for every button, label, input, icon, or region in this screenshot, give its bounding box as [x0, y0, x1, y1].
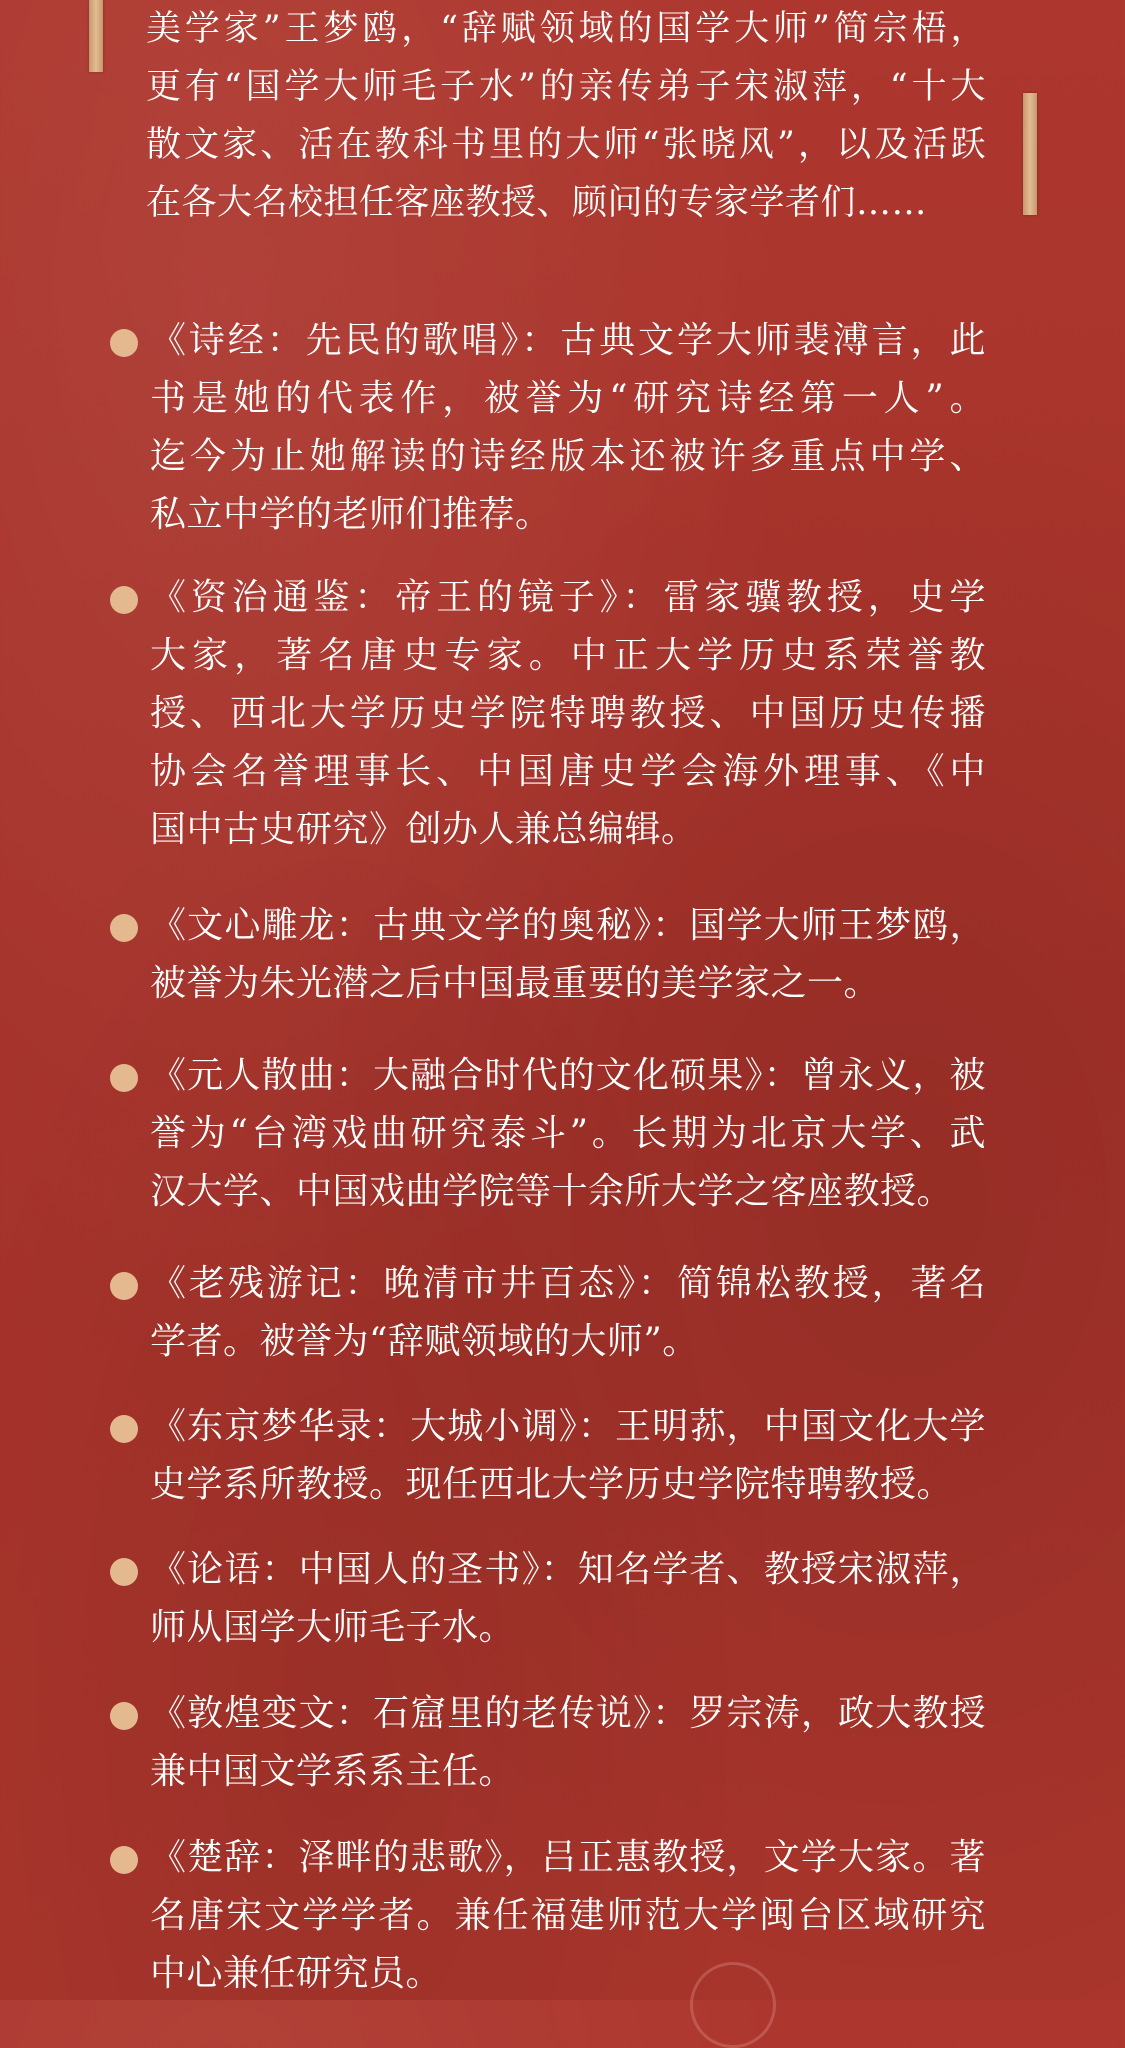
decorative-gold-bar-left [89, 0, 103, 72]
intro-paragraph [146, 0, 986, 232]
bullet-dot-icon [110, 1558, 138, 1586]
entry-line: 学者。被誉为“辞赋领域的大师”。 [150, 1321, 699, 1362]
entry-line: 国中古史研究》创办人兼总编辑。 [150, 809, 698, 850]
entry-line: 兼中国文学系系主任。 [150, 1751, 516, 1792]
entry-line: 名唐宋文学学者。兼任福建师范大学闽台区域研究 [150, 1895, 986, 1936]
intro-line: 美学家”王梦鸥，“辞赋领域的国学大师”简宗梧， [146, 9, 986, 49]
entry-line: 《论语：中国人的圣书》：知名学者、教授宋淑萍， [150, 1549, 986, 1590]
entry-text [150, 1398, 986, 1514]
entry-text [150, 1047, 986, 1221]
entry-text [150, 897, 986, 1013]
entry-line: 中心兼任研究员。 [150, 1953, 443, 1994]
entry-line: 汉大学、中国戏曲学院等十余所大学之客座教授。 [150, 1171, 954, 1212]
entry-text [150, 569, 986, 859]
entry-line: 《文心雕龙：古典文学的奥秘》：国学大师王梦鸥， [150, 905, 986, 946]
entry-line: 《敦煌变文：石窟里的老传说》：罗宗涛，政大教授 [150, 1693, 986, 1734]
entry-line: 协会名誉理事长、中国唐史学会海外理事、《中 [150, 751, 986, 792]
entry-text [150, 312, 986, 544]
decorative-seal-mark [690, 1962, 776, 2048]
bullet-dot-icon [110, 1846, 138, 1874]
entry-line: 大家，著名唐史专家。中正大学历史系荣誉教 [150, 635, 986, 676]
bullet-dot-icon [110, 329, 138, 357]
entry-line: 《楚辞：泽畔的悲歌》，吕正惠教授，文学大家。著 [150, 1837, 986, 1878]
entry-line: 《元人散曲：大融合时代的文化硕果》：曾永义，被 [150, 1055, 986, 1096]
entry-line: 誉为“台湾戏曲研究泰斗”。长期为北京大学、武 [150, 1113, 986, 1154]
intro-line: 更有“国学大师毛子水”的亲传弟子宋淑萍，“十大 [146, 67, 986, 107]
entry-text [150, 1829, 986, 2003]
bullet-dot-icon [110, 1415, 138, 1443]
entry-text [150, 1685, 986, 1801]
entry-line: 书是她的代表作，被誉为“研究诗经第一人”。 [150, 378, 986, 419]
entry-line: 《诗经：先民的歌唱》：古典文学大师裴溥言，此 [150, 320, 986, 361]
bullet-dot-icon [110, 1702, 138, 1730]
entry-line: 师从国学大师毛子水。 [150, 1607, 516, 1648]
bullet-dot-icon [110, 1272, 138, 1300]
decorative-gold-bar-right [1023, 93, 1037, 215]
entry-line: 《老残游记：晚清市井百态》：简锦松教授，著名 [150, 1263, 986, 1304]
intro-line: 散文家、活在教科书里的大师“张晓风”，以及活跃 [146, 125, 986, 165]
intro-line: 在各大名校担任客座教授、顾问的专家学者们…… [146, 183, 928, 223]
entry-line: 被誉为朱光潜之后中国最重要的美学家之一。 [150, 963, 881, 1004]
bullet-dot-icon [110, 586, 138, 614]
entry-line: 《东京梦华录：大城小调》：王明荪，中国文化大学 [150, 1406, 986, 1447]
entry-line: 私立中学的老师们推荐。 [150, 494, 552, 535]
bullet-dot-icon [110, 914, 138, 942]
entry-text [150, 1541, 986, 1657]
entry-line: 迄今为止她解读的诗经版本还被许多重点中学、 [150, 436, 986, 477]
entry-line: 史学系所教授。现任西北大学历史学院特聘教授。 [150, 1464, 954, 1505]
entry-line: 授、西北大学历史学院特聘教授、中国历史传播 [150, 693, 986, 734]
bullet-dot-icon [110, 1064, 138, 1092]
entry-text [150, 1255, 986, 1371]
entry-line: 《资治通鉴：帝王的镜子》：雷家骥教授，史学 [150, 577, 986, 618]
